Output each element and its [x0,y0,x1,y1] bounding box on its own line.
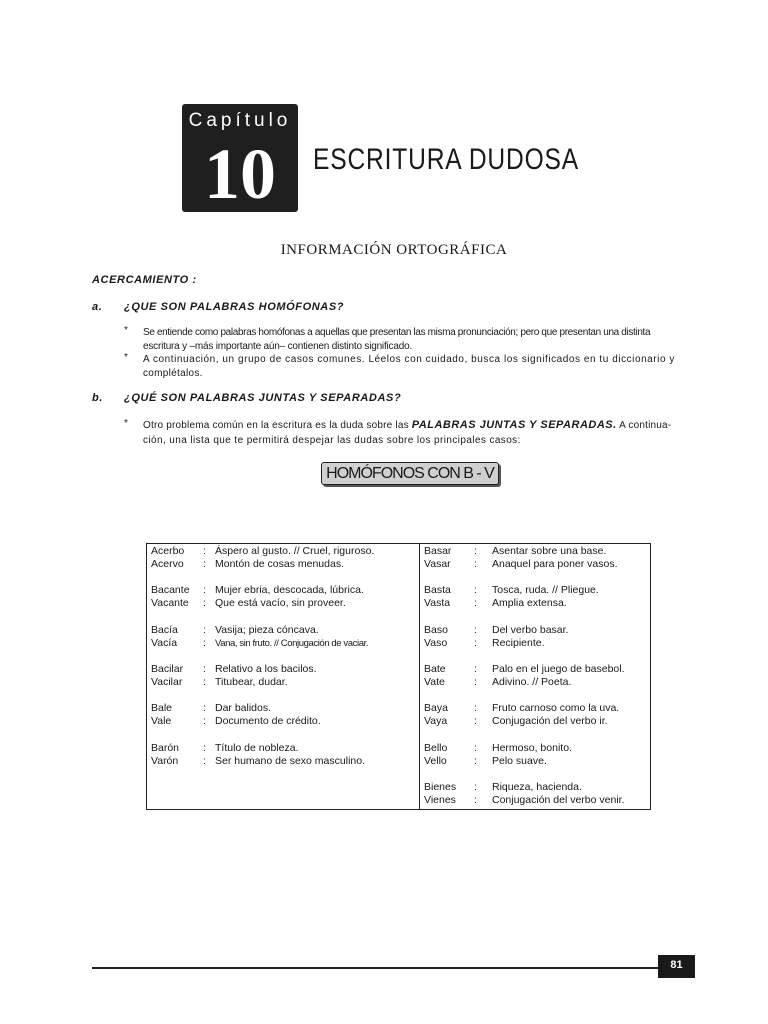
definition: Pelo suave. [492,754,547,767]
separator: : [474,558,477,570]
section-a-heading: ¿QUE SON PALABRAS HOMÓFONAS? [124,301,345,313]
separator: : [203,545,206,557]
bullet-paragraph [143,326,696,353]
separator: : [203,754,206,767]
definition: Palo en el juego de basebol. [492,662,625,675]
definition: Áspero al gusto. // Cruel, riguroso. [215,545,375,557]
chapter-number: 10 [204,134,276,214]
term: Baso [424,623,448,636]
definition: Mujer ebria, descocada, lúbrica. [215,584,364,597]
definition: Fruto carnoso como la uva. [492,702,620,715]
term: Vale [151,715,172,728]
separator: : [203,715,206,728]
definition: Asentar sobre una base. [492,545,607,557]
term: Barón [151,741,180,754]
term: Basar [424,545,452,557]
term: Acervo [151,558,184,570]
term: Acerbo [151,545,185,557]
term: Bienes [424,780,457,793]
term: Bacante [151,584,190,597]
homophones-table [146,543,651,810]
definition: Amplia extensa. [492,597,567,610]
bullet-paragraph [143,418,696,448]
term: Vello [424,754,447,767]
term: Vacilar [151,675,183,688]
separator: : [203,702,206,715]
separator: : [203,597,206,610]
separator: : [474,623,477,636]
footer-rule [92,967,658,969]
definition: Dar balidos. [215,702,272,715]
term: Vasta [424,597,451,610]
bullet-line: ción, una lista que te permitirá despejar las dudas sobre los principales casos: [143,435,521,446]
term: Bate [424,662,446,675]
definition: Relativo a los bacilos. [215,662,317,675]
term: Bale [151,702,173,715]
definition: Conjugación del verbo ir. [492,715,608,728]
term: Bello [424,741,448,754]
term: Varón [151,754,179,767]
separator: : [203,558,206,570]
term: Bacía [151,623,178,636]
separator: : [203,623,206,636]
separator: : [474,780,477,793]
bullet-star: * [124,352,128,363]
bullet-text: A continua- [616,420,672,431]
page-number: 81 [658,955,695,978]
separator: : [474,662,477,675]
section-a-marker: a. [92,301,103,313]
bullet-star: * [124,418,128,429]
definition: Anaquel para poner vasos. [492,558,618,570]
term: Basta [424,584,451,597]
bullet-emphasis: PALABRAS JUNTAS Y SEPARADAS. [411,419,617,431]
separator: : [474,597,477,610]
definition: Montón de cosas menudas. [215,558,344,570]
separator: : [474,793,477,806]
homophones-banner: HOMÓFONOS CON B - V [321,462,499,485]
definition: Ser humano de sexo masculino. [215,754,365,767]
separator: : [203,636,206,649]
bullet-paragraph [143,353,696,380]
definition: Tosca, ruda. // Pliegue. [492,584,599,597]
bullet-line: A continuación, un grupo de casos comunes. Léelos con cuidado, busca los significados en tu diccionario y [143,354,675,365]
separator: : [474,675,477,688]
approach-heading: ACERCAMIENTO : [92,274,197,286]
column-divider [419,544,420,809]
definition: Adivino. // Poeta. [492,675,572,688]
definition: Vana, sin fruto. // Conjugación de vaciar. [215,637,369,649]
term: Vacante [151,597,189,610]
separator: : [474,754,477,767]
definition: Recipiente. [492,636,545,649]
definition: Del verbo basar. [492,623,569,636]
term: Vasar [424,558,451,570]
definition: Documento de crédito. [215,715,321,728]
definition: Riqueza, hacienda. [492,780,582,793]
bullet-line: Se entiende como palabras homófonas a aquellas que presentan las misma pronunciación; pero que presentan una distinta [143,327,651,338]
bullet-line: escritura y –más importante aún– contienen distinto significado. [143,340,413,352]
separator: : [474,545,477,557]
separator: : [203,741,206,754]
term: Vienes [424,793,456,806]
bullet-line [143,418,696,433]
term: Vate [424,675,445,688]
definition: Vasija; pieza cóncava. [215,623,319,636]
section-subtitle: INFORMACIÓN ORTOGRÁFICA [280,242,508,258]
term: Vaya [424,715,448,728]
bullet-line: complétalos. [143,367,203,379]
section-b-heading: ¿QUÉ SON PALABRAS JUNTAS Y SEPARADAS? [124,392,402,404]
term: Vacía [151,636,178,649]
chapter-word: Capítulo [188,110,292,131]
chapter-title: ESCRITURA DUDOSA [313,143,580,176]
bullet-text: Otro problema común en la escritura es la duda sobre las [143,420,412,431]
definition: Título de nobleza. [215,741,299,754]
separator: : [474,715,477,728]
definition: Hermoso, bonito. [492,741,572,754]
bullet-star: * [124,325,128,336]
definition: Que está vacío, sin proveer. [215,597,346,610]
separator: : [203,584,206,597]
section-b-marker: b. [92,392,103,404]
chapter-badge [182,104,298,212]
separator: : [474,636,477,649]
separator: : [474,584,477,597]
separator: : [474,741,477,754]
term: Bacilar [151,662,184,675]
term: Vaso [424,636,448,649]
definition: Titubear, dudar. [215,675,288,688]
definition: Conjugación del verbo venir. [492,793,625,806]
separator: : [474,702,477,715]
separator: : [203,675,206,688]
separator: : [203,662,206,675]
term: Baya [424,702,448,715]
